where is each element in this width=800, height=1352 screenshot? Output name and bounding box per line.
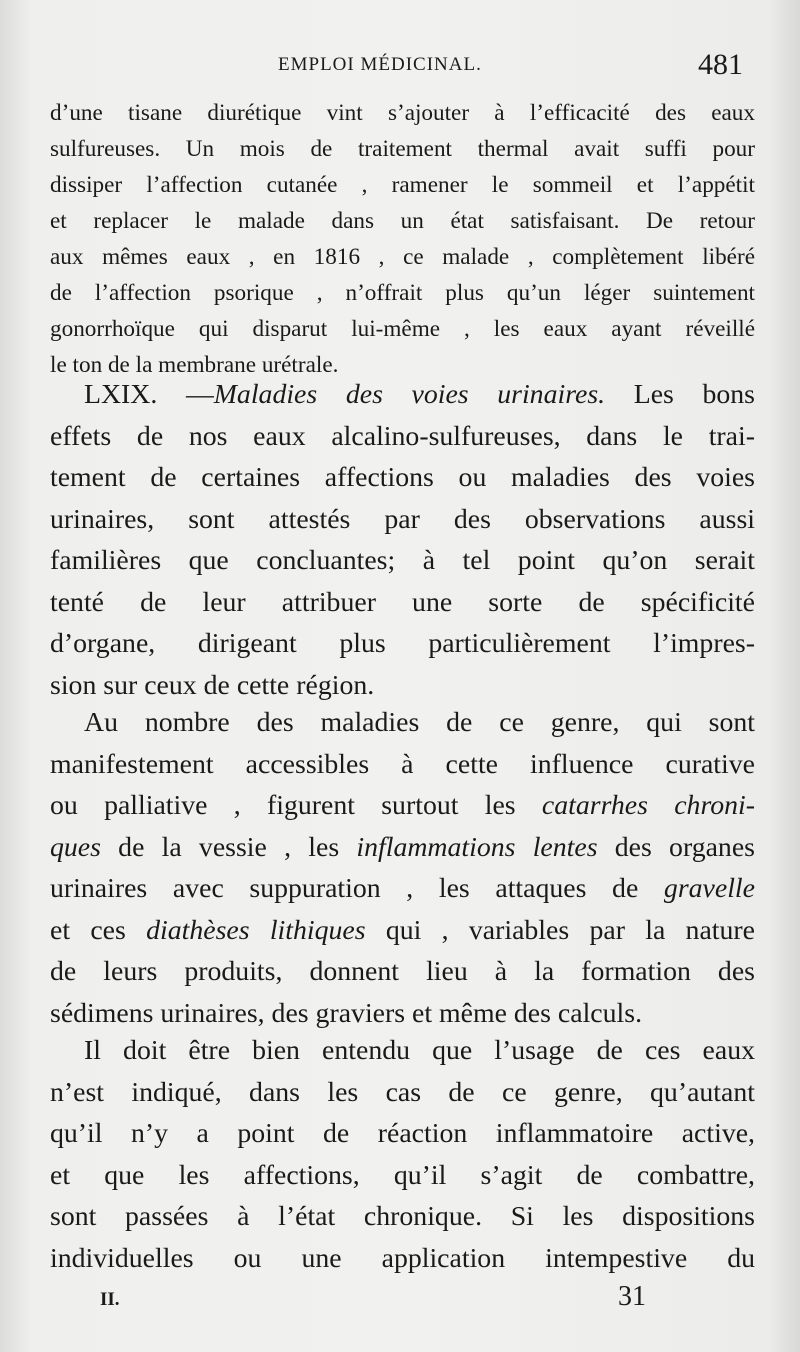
text-line: n’est indiqué, dans les cas de ce genre, qu’autant (50, 1076, 755, 1108)
text-fragment: des organes (597, 831, 755, 863)
text-line: urinaires, sont attestés par des observations aussi (50, 503, 755, 535)
text-line: d’une tisane diurétique vint s’ajouter à l’efficacité des eaux (50, 100, 755, 126)
page-header (0, 48, 800, 88)
text-fragment: ou palliative , figurent surtout les (50, 790, 542, 821)
text-line: sulfureuses. Un mois de traitement thermal avait suffi pour (50, 136, 755, 162)
text-line: de l’affection psorique , n’offrait plus qu’un léger suintement (50, 280, 755, 306)
text-line: le ton de la membrane urétrale. (50, 352, 339, 378)
text-line: sédimens urinaires, des graviers et même des calculs. (50, 997, 643, 1029)
italic-term: catarrhes chroni- (541, 790, 756, 821)
text-line: tenté de leur attribuer une sorte de spécificité (50, 586, 755, 618)
text-line: dissiper l’affection cutanée , ramener le sommeil et l’appétit (50, 172, 755, 198)
text-fragment: urinaires avec suppuration , les attaques de (50, 873, 664, 904)
section-paragraph (50, 374, 755, 706)
text-line: sont passées à l’état chronique. Si les dispositions (50, 1201, 755, 1232)
paragraph (50, 1030, 755, 1279)
text-fragment: et ces (50, 914, 147, 946)
text-fragment: Les bons (605, 379, 755, 410)
quire-number: 31 (618, 1281, 646, 1312)
text-line: individuelles ou une application intempestive du (50, 1242, 755, 1274)
text-line: qu’il n’y a point de réaction inflammatoire active, (50, 1118, 755, 1149)
running-title: EMPLOI MÉDICINAL. (278, 54, 482, 75)
text-line: tement de certaines affections ou maladies des voies (50, 462, 755, 493)
signature-mark: II. (100, 1289, 120, 1310)
text-line (50, 827, 755, 869)
paragraph-continuation (50, 95, 755, 383)
text-fragment: qui , variables par la nature (365, 914, 756, 946)
text-fragment: de la vessie , les (100, 831, 357, 863)
text-line (50, 785, 755, 827)
text-line: de leurs produits, donnent lieu à la formation des (50, 956, 755, 987)
italic-term: gravelle (663, 873, 755, 904)
text-line: Il doit être bien entendu que l’usage de ces eaux (84, 1035, 755, 1066)
italic-term: ques (50, 831, 101, 863)
text-line (50, 868, 755, 910)
italic-term: inflammations lentes (356, 831, 598, 863)
italic-term: diathèses lithiques (146, 914, 366, 946)
text-line: sion sur ceux de cette région. (50, 669, 375, 701)
section-first-line (50, 374, 755, 416)
text-line: gonorrhoïque qui disparut lui-même , les eaux ayant réveillé (50, 316, 755, 342)
page-number: 481 (698, 48, 743, 81)
text-line: Au nombre des maladies de ce genre, qui sont (84, 707, 755, 738)
text-line: et replacer le malade dans un état satisfaisant. De retour (50, 208, 755, 234)
paragraph (50, 702, 755, 1034)
text-line: aux mêmes eaux , en 1816 , ce malade , complètement libéré (50, 244, 755, 270)
text-line: familières que concluantes; à tel point qu’on serait (50, 545, 755, 576)
section-number: LXIX. — (84, 379, 214, 410)
text-line: effets de nos eaux alcalino-sulfureuses, dans le trai- (50, 420, 755, 452)
text-line: manifestement accessibles à cette influence curative (50, 748, 755, 780)
text-line: d’organe, dirigeant plus particulièrement l’impres- (50, 628, 755, 659)
text-line: et que les affections, qu’il s’agit de combattre, (50, 1159, 755, 1191)
section-title: Maladies des voies urinaires. (213, 379, 606, 410)
text-line (50, 910, 755, 952)
page-footer (0, 1281, 800, 1321)
